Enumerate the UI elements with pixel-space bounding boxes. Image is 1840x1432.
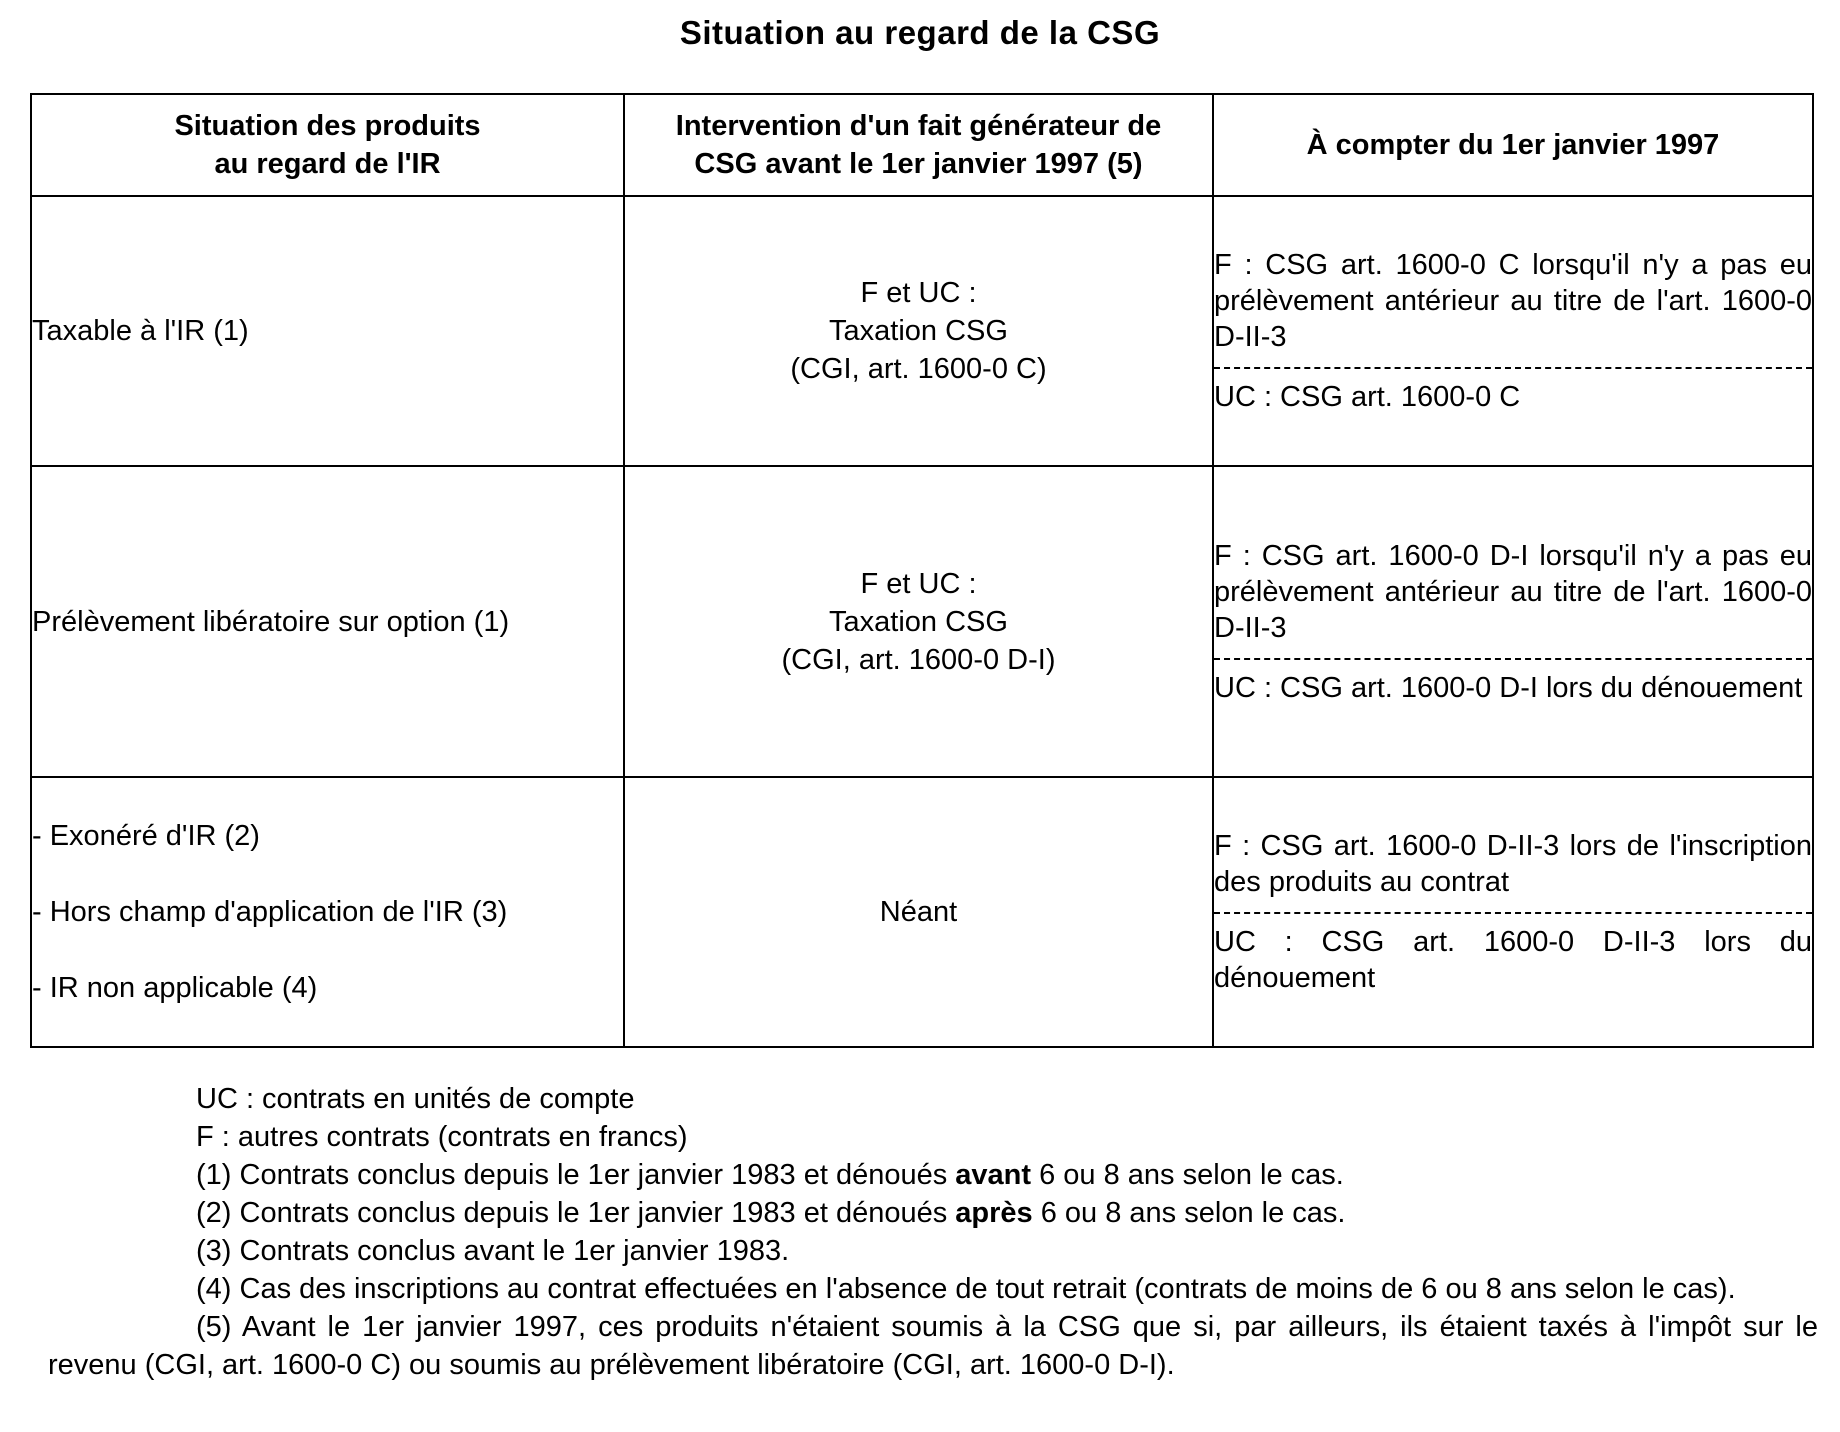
note-f: F : autres contrats (contrats en francs)	[196, 1121, 688, 1153]
header-apres-1997	[1213, 94, 1813, 196]
cell-situation	[31, 466, 624, 776]
header-line: CSG avant le 1er janvier 1997 (5)	[694, 148, 1143, 181]
situation-text: Taxable à l'IR (1)	[32, 315, 249, 348]
note-text: 6 ou 8 ans selon le cas.	[1031, 1159, 1344, 1191]
avant-line: Néant	[879, 895, 958, 928]
note-1	[48, 1156, 1818, 1194]
table-row	[31, 777, 1813, 1047]
cell-apres-1997	[1213, 777, 1813, 1047]
f-rule: F : CSG art. 1600-0 D-I lorsqu'il n'y a pas eu prélèvement antérieur au titre de l'art. 1600-0 D-II-3	[1214, 539, 1812, 644]
note-emphasis: avant	[955, 1159, 1032, 1191]
avant-line: (CGI, art. 1600-0 C)	[790, 353, 1047, 386]
note-text: (1) Contrats conclus depuis le 1er janvier 1983 et dénoués	[196, 1159, 956, 1191]
uc-rule: UC : CSG art. 1600-0 D-II-3 lors du dénouement	[1214, 925, 1812, 994]
cell-avant-1997	[624, 196, 1213, 466]
note-4: (4) Cas des inscriptions au contrat effectuées en l'absence de tout retrait (contrats de moins de 6 ou 8 ans selon le cas).	[196, 1273, 1736, 1305]
situation-text: - IR non applicable (4)	[32, 971, 318, 1004]
situation-text: Prélèvement libératoire sur option (1)	[32, 605, 510, 638]
dashed-divider	[1214, 912, 1812, 914]
situation-text: - Hors champ d'application de l'IR (3)	[32, 895, 508, 928]
dashed-divider	[1214, 658, 1812, 660]
note-3: (3) Contrats conclus avant le 1er janvier 1983.	[196, 1235, 790, 1267]
header-situation	[31, 94, 624, 196]
page-title: Situation au regard de la CSG	[679, 14, 1161, 51]
avant-line: Taxation CSG	[829, 605, 1008, 638]
cell-avant-1997	[624, 777, 1213, 1047]
cell-avant-1997	[624, 466, 1213, 776]
avant-line: (CGI, art. 1600-0 D-I)	[781, 643, 1056, 676]
header-line: À compter du 1er janvier 1997	[1306, 129, 1720, 162]
header-line: Situation des produits	[174, 110, 481, 143]
uc-rule: UC : CSG art. 1600-0 C	[1214, 381, 1521, 414]
cell-situation	[31, 777, 624, 1047]
avant-line: Taxation CSG	[829, 315, 1008, 348]
cell-situation	[31, 196, 624, 466]
footnotes	[48, 1080, 1818, 1384]
avant-line: F et UC :	[860, 567, 977, 600]
header-line: Intervention d'un fait générateur de	[675, 110, 1162, 143]
avant-line: F et UC :	[860, 277, 977, 310]
note-5: (5) Avant le 1er janvier 1997, ces produits n'étaient soumis à la CSG que si, par ailleurs, ils étaient taxés à l'impôt sur le revenu (CGI, art. 1600-0 C) ou soumis au prélèvement libératoire (CGI, art. 1600-0 D-I).	[48, 1311, 1818, 1381]
table-row	[31, 466, 1813, 776]
table-header-row	[31, 94, 1813, 196]
uc-rule: UC : CSG art. 1600-0 D-I lors du dénouement	[1214, 671, 1803, 704]
situation-text: - Exonéré d'IR (2)	[32, 819, 260, 852]
dashed-divider	[1214, 367, 1812, 369]
note-uc: UC : contrats en unités de compte	[196, 1083, 635, 1115]
cell-apres-1997	[1213, 196, 1813, 466]
header-line: au regard de l'IR	[214, 148, 441, 181]
cell-apres-1997	[1213, 466, 1813, 776]
table-row	[31, 196, 1813, 466]
header-avant-1997	[624, 94, 1213, 196]
note-2	[48, 1194, 1818, 1232]
f-rule: F : CSG art. 1600-0 C lorsqu'il n'y a pas eu prélèvement antérieur au titre de l'art. 1600-0 D-II-3	[1214, 249, 1812, 354]
note-text: (2) Contrats conclus depuis le 1er janvier 1983 et dénoués	[196, 1197, 956, 1229]
csg-table	[30, 93, 1814, 1048]
note-text: 6 ou 8 ans selon le cas.	[1032, 1197, 1346, 1229]
note-emphasis: après	[955, 1197, 1033, 1229]
f-rule: F : CSG art. 1600-0 D-II-3 lors de l'inscription des produits au contrat	[1214, 829, 1812, 898]
